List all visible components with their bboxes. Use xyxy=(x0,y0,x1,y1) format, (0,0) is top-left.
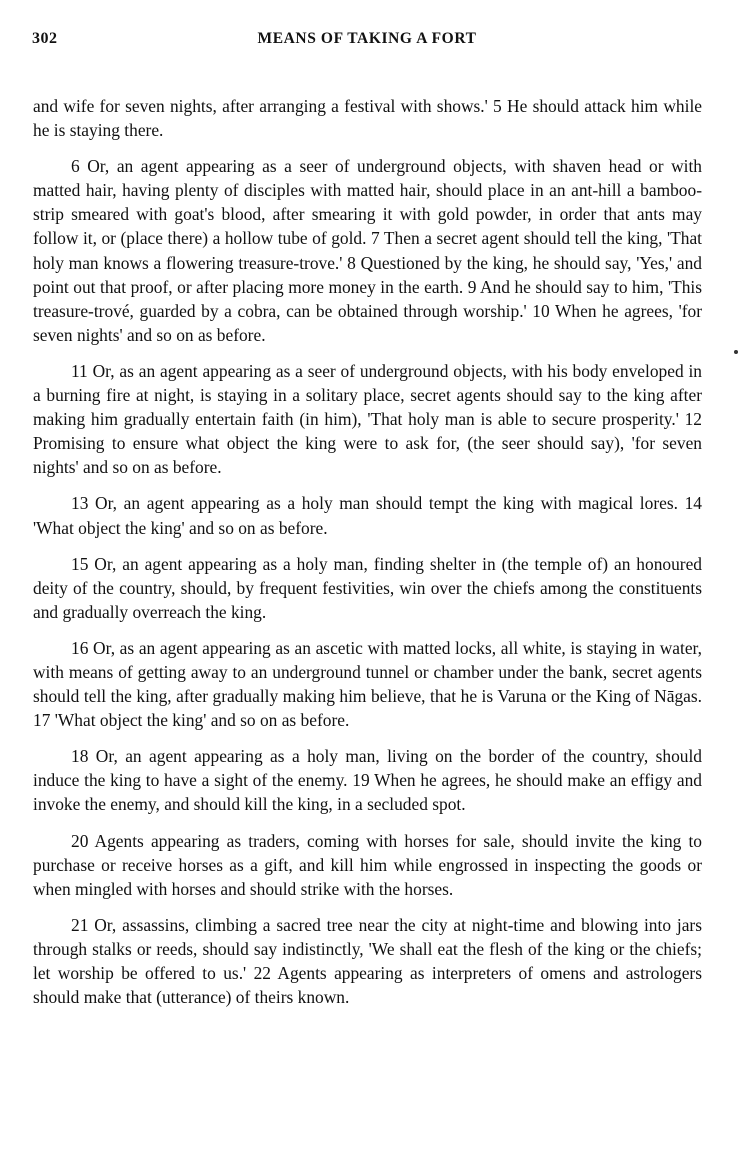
paragraph-20: 20 Agents appearing as traders, coming with horses for sale, should invite the king to purchase or receive horses as a gift, and kill him while engrossed in inspecting the goods or when mingled with horses and should strike with the horses. xyxy=(33,830,702,899)
body-text xyxy=(33,94,702,1021)
paragraph-15: 15 Or, an agent appearing as a holy man, finding shelter in (the temple of) an honoured deity of the country, should, by frequent festivities, win over the chiefs among the constituents and gradually overreach the king. xyxy=(33,553,702,622)
paragraph-21: 21 Or, assassins, climbing a sacred tree near the city at night-time and blowing into jars through stalks or reeds, should say indistinctly, 'We shall eat the flesh of the king or the chiefs; let worship be offered to us.' 22 Agents appearing as interpreters of omens and astrologers should make that (utterance) of theirs known. xyxy=(33,914,702,1008)
running-title: MEANS OF TAKING A FORT xyxy=(257,30,477,47)
paragraph-continuation: and wife for seven nights, after arranging a festival with shows.' 5 He should attack him while he is staying there. xyxy=(33,96,702,141)
paragraph-18: 18 Or, an agent appearing as a holy man, living on the border of the country, should induce the king to have a sight of the enemy. 19 When he agrees, he should make an effigy and invoke the enemy, and should kill the king, in a secluded spot. xyxy=(33,746,702,815)
margin-speck xyxy=(734,350,738,354)
paragraph-13: 13 Or, an agent appearing as a holy man should tempt the king with magical lores. 14 'What object the king' and so on as before. xyxy=(33,493,702,538)
paragraph-6: 6 Or, an agent appearing as a seer of underground objects, with shaven head or with matted hair, having plenty of disciples with matted hair, should place in an ant-hill a bamboo-strip smeared with goat's blood, after smearing it with gold powder, in order that ants may follow it, or (place there) a hollow tube of gold. 7 Then a secret agent should tell the king, 'That holy man knows a flowering treasure-trove.' 8 Questioned by the king, he should say, 'Yes,' and point out that proof, or after placing more money in the earth. 9 And he should say to him, 'This treasure-trové, guarded by a cobra, can be obtained through worship.' 10 When he agrees, 'for seven nights' and so on as before. xyxy=(33,156,702,345)
page-header xyxy=(32,30,702,54)
page-number: 302 xyxy=(32,30,58,47)
paragraph-11: 11 Or, as an agent appearing as a seer of underground objects, with his body enveloped in a burning fire at night, is staying in a solitary place, secret agents should say to the king after making him gradually entertain faith (in him), 'That holy man is able to secure prosperity.' 12 Promising to ensure what object the king were to ask for, (the seer should say), 'for seven nights' and so on as before. xyxy=(33,360,702,478)
paragraph-16: 16 Or, as an agent appearing as an ascetic with matted locks, all white, is staying in water, with means of getting away to an underground tunnel or chamber under the bank, secret agents should tell the king, after gradually making him believe, that he is Varuna or the King of Nāgas. 17 'What object the king' and so on as before. xyxy=(33,637,702,731)
